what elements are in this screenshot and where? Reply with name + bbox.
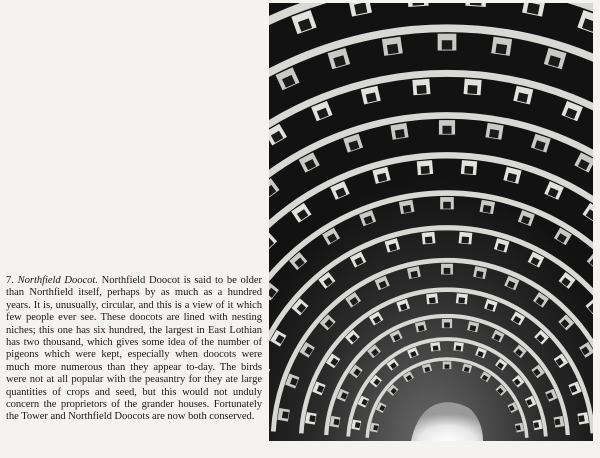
nesting-niche-hole <box>425 237 433 244</box>
nesting-niche-hole <box>489 129 499 138</box>
nesting-niche-hole <box>456 345 462 350</box>
nesting-niche-hole <box>458 297 465 303</box>
nesting-niche-hole <box>417 85 427 94</box>
nesting-niche-hole <box>495 44 507 55</box>
nesting-niche-hole <box>433 345 439 350</box>
photo-caption <box>6 275 262 424</box>
caption-number: 7. <box>6 275 14 286</box>
nesting-niche-hole <box>403 205 412 213</box>
nesting-niche-hole <box>387 44 399 55</box>
nesting-niche-hole <box>483 205 492 213</box>
caption-body: Northfield Doocot is said to be older than Northfield itself, perhaps by as much as a hundred years. It is, unusually, circular, and this is a view of it which few people ever see. These doocots are lined with nesting niches; this one has six hundred, the largest in East Lothian has two thousand, which gives some idea of the number of pigeons which were kept, especially when doocots were much more numerous than they appear to-day. The birds were not at all popular with the peasantry for they ate large quantities of crops and seed, but this would not unduly concern the proprietors of the grander houses. Fortunately the Tower and Northfield Doocots are now both conserved. <box>6 275 262 423</box>
nesting-niche-hole <box>464 166 473 174</box>
nesting-niche-hole <box>444 268 451 274</box>
nesting-niche-hole <box>395 129 405 138</box>
nesting-niche-hole <box>578 415 584 422</box>
nesting-niche-hole <box>334 419 340 426</box>
caption-title: Northfield Doocot. <box>17 275 98 286</box>
nesting-niche-hole <box>445 364 450 368</box>
doocot-niches-image <box>269 3 593 441</box>
nesting-niche-hole <box>442 126 451 134</box>
nesting-niche-hole <box>554 419 560 426</box>
doocot-photograph <box>269 3 593 441</box>
nesting-niche-hole <box>309 415 315 422</box>
nesting-niche-hole <box>442 40 452 49</box>
nesting-niche-hole <box>421 166 430 174</box>
nesting-niche-hole <box>444 322 450 327</box>
nesting-niche-hole <box>534 422 540 428</box>
nesting-niche-hole <box>443 202 451 209</box>
nesting-niche-hole <box>467 85 477 94</box>
nesting-niche-hole <box>429 297 436 303</box>
nesting-niche-hole <box>461 237 469 244</box>
nesting-niche-hole <box>355 422 361 428</box>
nesting-niche-hole <box>282 411 289 419</box>
